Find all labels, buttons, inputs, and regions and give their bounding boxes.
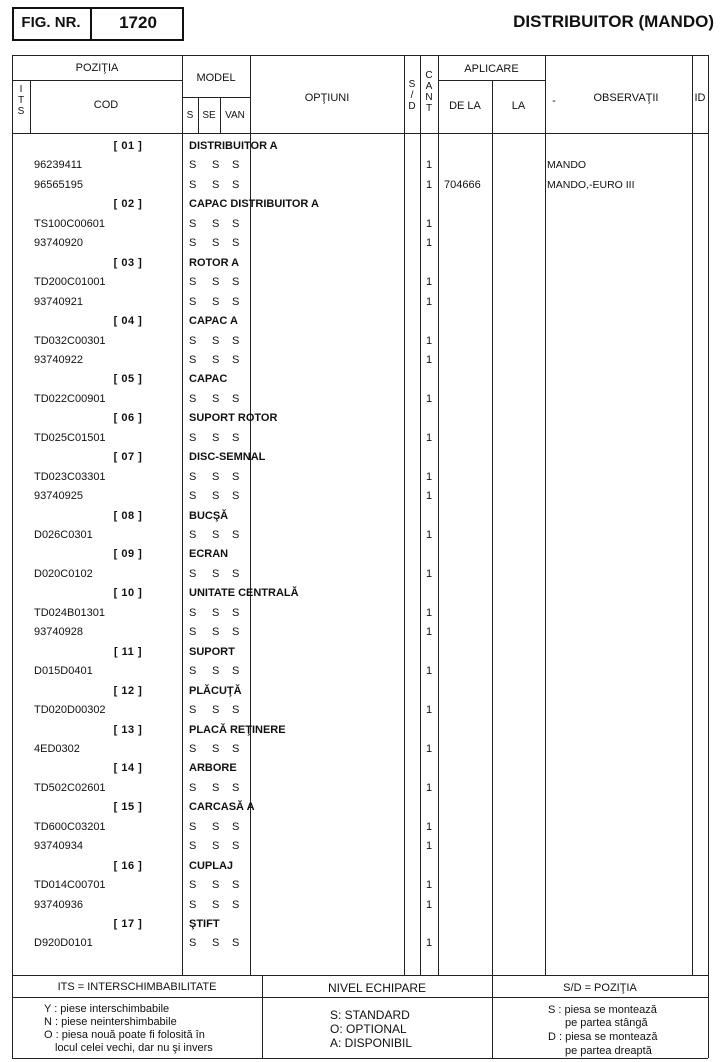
model-s-value: S: [189, 567, 197, 580]
quantity-value: 1: [426, 879, 433, 892]
footer-sd-s2: pe partea stângă: [565, 1017, 648, 1029]
model-van-value: S: [232, 781, 240, 794]
quantity-value: 1: [426, 159, 433, 172]
pozitia-underline: [12, 80, 182, 81]
table-row: [12, 429, 708, 448]
header-observatii: OBSERVAŢII: [593, 92, 659, 104]
header-aplicare: APLICARE: [464, 63, 519, 75]
part-code: D015D0401: [34, 665, 93, 678]
position-header-row: [12, 312, 708, 331]
quantity-value: 1: [426, 840, 433, 853]
quantity-value: 1: [426, 606, 433, 619]
model-van-value: S: [232, 820, 240, 833]
model-se-value: S: [212, 567, 220, 580]
model-van-value: S: [232, 431, 240, 444]
model-s-value: S: [189, 606, 197, 619]
table-row: [12, 623, 708, 642]
model-van-value: S: [232, 704, 240, 717]
model-van-value: S: [232, 665, 240, 678]
model-s-value: S: [189, 392, 197, 405]
header-its: I T S: [17, 84, 25, 117]
part-code: 93740928: [34, 626, 83, 639]
position-header-row: [12, 195, 708, 214]
model-van-value: S: [232, 567, 240, 580]
position-number: [ 13 ]: [113, 723, 143, 736]
model-van-value: S: [232, 898, 240, 911]
table-row: [12, 837, 708, 856]
position-number: [ 15 ]: [113, 801, 143, 814]
position-number: [ 02 ]: [113, 198, 143, 211]
model-se-value: S: [212, 178, 220, 191]
quantity-value: 1: [426, 276, 433, 289]
model-s-value: S: [189, 217, 197, 230]
part-name: UNITATE CENTRALĂ: [189, 587, 299, 600]
model-s-value: S: [189, 237, 197, 250]
header-id: ID: [694, 92, 706, 104]
part-code: TD502C02601: [34, 781, 106, 794]
model-se-value: S: [212, 470, 220, 483]
quantity-value: 1: [426, 529, 433, 541]
model-s-value: S: [189, 353, 197, 366]
model-se-value: S: [212, 490, 220, 503]
model-se-value: S: [212, 431, 220, 444]
footer-sd-d1: D : piesa se montează: [548, 1031, 658, 1043]
footer-its-o1: O : piesa nouă poate fi folosită în: [44, 1029, 205, 1041]
position-header-row: [12, 584, 708, 603]
model-s-value: S: [189, 704, 197, 717]
model-van-value: S: [232, 217, 240, 230]
position-header-row: [12, 857, 708, 876]
part-code: 93740936: [34, 898, 83, 911]
part-code: TD025C01501: [34, 431, 106, 444]
model-s-value: S: [189, 742, 197, 755]
table-row: [12, 526, 708, 545]
model-van-value: S: [232, 237, 240, 250]
model-s-value: S: [189, 295, 197, 308]
quantity-value: 1: [426, 742, 433, 755]
model-van-value: S: [232, 840, 240, 853]
model-s-value: S: [189, 334, 197, 347]
model-van-value: S: [232, 529, 240, 541]
model-underline: [182, 97, 250, 98]
table-row: [12, 565, 708, 584]
quantity-value: 1: [426, 470, 433, 483]
model-s-value: S: [189, 178, 197, 191]
model-se-value: S: [212, 606, 220, 619]
figure-number: 1720: [119, 13, 157, 32]
part-name: DISTRIBUITOR A: [189, 140, 278, 152]
footer-nivel-a: A: DISPONIBIL: [330, 1036, 413, 1050]
quantity-value: 1: [426, 334, 433, 347]
position-number: [ 08 ]: [113, 509, 143, 522]
footer-nivel-s: S: STANDARD: [330, 1008, 410, 1022]
part-code: TD020D00302: [34, 704, 106, 717]
table-row: [12, 487, 708, 506]
header-sd: S / D: [408, 79, 416, 112]
model-van-value: S: [232, 742, 240, 755]
position-header-row: [12, 915, 708, 934]
model-van-value: S: [232, 606, 240, 619]
model-se-value: S: [212, 879, 220, 892]
footer-its-n: N : piese neintershimbabile: [44, 1016, 177, 1028]
part-code: D020C0102: [34, 567, 93, 580]
footer-sd-s1: S : piesa se montează: [548, 1004, 657, 1016]
model-se-value: S: [212, 159, 220, 172]
table-row: [12, 156, 708, 175]
model-se-value: S: [212, 353, 220, 366]
position-header-row: [12, 545, 708, 564]
footer-its-title: ITS = INTERSCHIMBABILITATE: [57, 981, 217, 993]
model-s-value: S: [189, 879, 197, 892]
part-code: 93740925: [34, 490, 83, 503]
part-name: ROTOR A: [189, 256, 240, 269]
footer-bottom-border: [12, 1058, 708, 1059]
position-number: [ 01 ]: [113, 140, 143, 152]
model-s-value: S: [189, 626, 197, 639]
quantity-value: 1: [426, 431, 433, 444]
figure-label: FIG. NR.: [12, 7, 92, 41]
model-se-value: S: [212, 937, 220, 950]
model-van-value: S: [232, 159, 240, 172]
model-s-value: S: [189, 490, 197, 503]
header-dash: -: [552, 95, 556, 107]
table-row: [12, 740, 708, 759]
model-se-value: S: [212, 665, 220, 678]
position-header-row: [12, 448, 708, 467]
quantity-value: 1: [426, 295, 433, 308]
header-bottom-border: [12, 133, 708, 134]
table-row: [12, 234, 708, 253]
model-van-value: S: [232, 334, 240, 347]
footer-sd-d2: pe partea dreaptă: [565, 1045, 652, 1057]
table-row: [12, 818, 708, 837]
quantity-value: 1: [426, 237, 433, 250]
part-code: D920D0101: [34, 937, 93, 950]
quantity-value: 1: [426, 217, 433, 230]
footer-title-underline: [12, 997, 708, 998]
model-se-value: S: [212, 704, 220, 717]
model-s-value: S: [189, 840, 197, 853]
quantity-value: 1: [426, 353, 433, 366]
model-se-value: S: [212, 295, 220, 308]
position-number: [ 06 ]: [113, 412, 143, 425]
quantity-value: 1: [426, 392, 433, 405]
part-code: TD024B01301: [34, 606, 105, 619]
position-number: [ 12 ]: [113, 684, 143, 697]
table-top-border: [12, 55, 708, 56]
model-van-value: S: [232, 879, 240, 892]
quantity-value: 1: [426, 781, 433, 794]
quantity-value: 1: [426, 665, 433, 678]
model-se-value: S: [212, 237, 220, 250]
position-number: [ 05 ]: [113, 373, 143, 386]
table-row: [12, 273, 708, 292]
table-row: [12, 604, 708, 623]
quantity-value: 1: [426, 567, 433, 580]
table-row: [12, 351, 708, 370]
model-van-value: S: [232, 353, 240, 366]
part-name: CUPLAJ: [189, 859, 234, 872]
table-row: [12, 896, 708, 915]
footer-its-o2: locul celei vechi, dar nu şi invers: [55, 1042, 213, 1054]
quantity-value: 1: [426, 626, 433, 639]
document-title: DISTRIBUITOR (MANDO): [513, 12, 714, 31]
model-se-value: S: [212, 276, 220, 289]
part-name: DISC-SEMNAL: [189, 451, 266, 464]
part-code: 93740921: [34, 295, 83, 308]
part-name: ARBORE: [189, 762, 237, 775]
position-header-row: [12, 409, 708, 428]
model-s-value: S: [189, 276, 197, 289]
position-number: [ 14 ]: [113, 762, 143, 775]
quantity-value: 1: [426, 178, 433, 191]
model-s-value: S: [189, 820, 197, 833]
part-code: TD023C03301: [34, 470, 106, 483]
model-s-value: S: [189, 937, 197, 950]
header-model-se: SE: [202, 110, 216, 121]
model-s-value: S: [189, 898, 197, 911]
part-code: D026C0301: [34, 529, 93, 541]
model-s-value: S: [189, 159, 197, 172]
part-name: CAPAC DISTRIBUITOR A: [189, 198, 319, 211]
position-header-row: [12, 507, 708, 526]
table-row: [12, 332, 708, 351]
position-header-row: [12, 682, 708, 701]
model-van-value: S: [232, 470, 240, 483]
footer-nivel-title: NIVEL ECHIPARE: [327, 981, 427, 995]
position-number: [ 03 ]: [113, 256, 143, 269]
part-name: SUPORT: [189, 645, 235, 658]
position-number: [ 16 ]: [113, 859, 143, 872]
part-code: TD200C01001: [34, 276, 106, 289]
model-van-value: S: [232, 392, 240, 405]
part-name: ŞTIFT: [189, 918, 220, 930]
model-se-value: S: [212, 898, 220, 911]
header-cod: COD: [93, 99, 119, 111]
model-van-value: S: [232, 178, 240, 191]
position-number: [ 04 ]: [113, 315, 143, 328]
table-row: [12, 215, 708, 234]
model-se-value: S: [212, 840, 220, 853]
quantity-value: 1: [426, 490, 433, 503]
footer-nivel-o: O: OPTIONAL: [330, 1022, 407, 1036]
quantity-value: 1: [426, 704, 433, 717]
part-code: 93740922: [34, 353, 83, 366]
part-name: BUCŞĂ: [189, 509, 229, 522]
part-name: PLĂCUŢĂ: [189, 684, 242, 697]
table-row: [12, 934, 708, 953]
header-optiuni: OPŢIUNI: [304, 92, 350, 104]
part-code: 4ED0302: [34, 742, 80, 755]
position-number: [ 11 ]: [113, 645, 143, 658]
part-name: SUPORT ROTOR: [189, 412, 278, 425]
quantity-value: 1: [426, 937, 433, 950]
table-row: [12, 176, 708, 195]
position-number: [ 07 ]: [113, 451, 143, 464]
part-code: 96239411: [34, 159, 83, 172]
applicable-from-value: 704666: [444, 178, 481, 191]
table-row: [12, 701, 708, 720]
position-header-row: [12, 254, 708, 273]
position-number: [ 09 ]: [113, 548, 143, 561]
table-right-border: [708, 55, 709, 1058]
part-code: TD014C00701: [34, 879, 106, 892]
table-row: [12, 468, 708, 487]
model-van-value: S: [232, 490, 240, 503]
part-name: CAPAC: [189, 373, 228, 386]
position-header-row: [12, 643, 708, 662]
model-s-value: S: [189, 529, 197, 541]
header-model-s: S: [186, 110, 194, 121]
part-code: 96565195: [34, 178, 83, 191]
table-row: [12, 876, 708, 895]
model-se-value: S: [212, 742, 220, 755]
model-se-value: S: [212, 626, 220, 639]
part-name: CARCASĂ A: [189, 801, 255, 814]
model-s-value: S: [189, 781, 197, 794]
part-name: CAPAC A: [189, 315, 238, 328]
observation-value: MANDO,-EURO III: [547, 178, 635, 191]
model-s-value: S: [189, 470, 197, 483]
model-s-value: S: [189, 665, 197, 678]
position-header-row: [12, 370, 708, 389]
model-se-value: S: [212, 217, 220, 230]
table-row: [12, 662, 708, 681]
model-se-value: S: [212, 392, 220, 405]
part-code: TD032C00301: [34, 334, 106, 347]
part-name: ECRAN: [189, 548, 229, 561]
footer-sd-title: S/D = POZIŢIA: [563, 982, 637, 994]
part-code: 93740920: [34, 237, 83, 250]
header-model: MODEL: [196, 72, 236, 84]
header-cant: C A N T: [425, 70, 433, 114]
table-row: [12, 293, 708, 312]
table-row: [12, 779, 708, 798]
footer-its-y: Y : piese interschimbabile: [44, 1003, 170, 1015]
model-se-value: S: [212, 529, 220, 541]
part-code: TD022C00901: [34, 392, 106, 405]
position-header-row: [12, 798, 708, 817]
position-number: [ 10 ]: [113, 587, 143, 600]
model-van-value: S: [232, 937, 240, 950]
part-code: TS100C00601: [34, 217, 105, 230]
position-header-row: [12, 137, 708, 156]
quantity-value: 1: [426, 898, 433, 911]
model-se-value: S: [212, 781, 220, 794]
part-code: 93740934: [34, 840, 83, 853]
part-code: TD600C03201: [34, 820, 106, 833]
position-header-row: [12, 759, 708, 778]
model-se-value: S: [212, 820, 220, 833]
model-van-value: S: [232, 295, 240, 308]
header-pozitia: POZIŢIA: [75, 62, 119, 74]
observation-value: MANDO: [547, 159, 587, 172]
position-header-row: [12, 721, 708, 740]
model-van-value: S: [232, 276, 240, 289]
model-s-value: S: [189, 431, 197, 444]
quantity-value: 1: [426, 820, 433, 833]
header-la: LA: [511, 100, 526, 112]
header-de-la: DE LA: [449, 100, 481, 112]
model-se-value: S: [212, 334, 220, 347]
model-van-value: S: [232, 626, 240, 639]
table-row: [12, 390, 708, 409]
table-bottom-border: [12, 975, 708, 976]
position-number: [ 17 ]: [113, 918, 143, 930]
part-name: PLACĂ REŢINERE: [189, 723, 286, 736]
header-model-van: VAN: [225, 110, 245, 121]
